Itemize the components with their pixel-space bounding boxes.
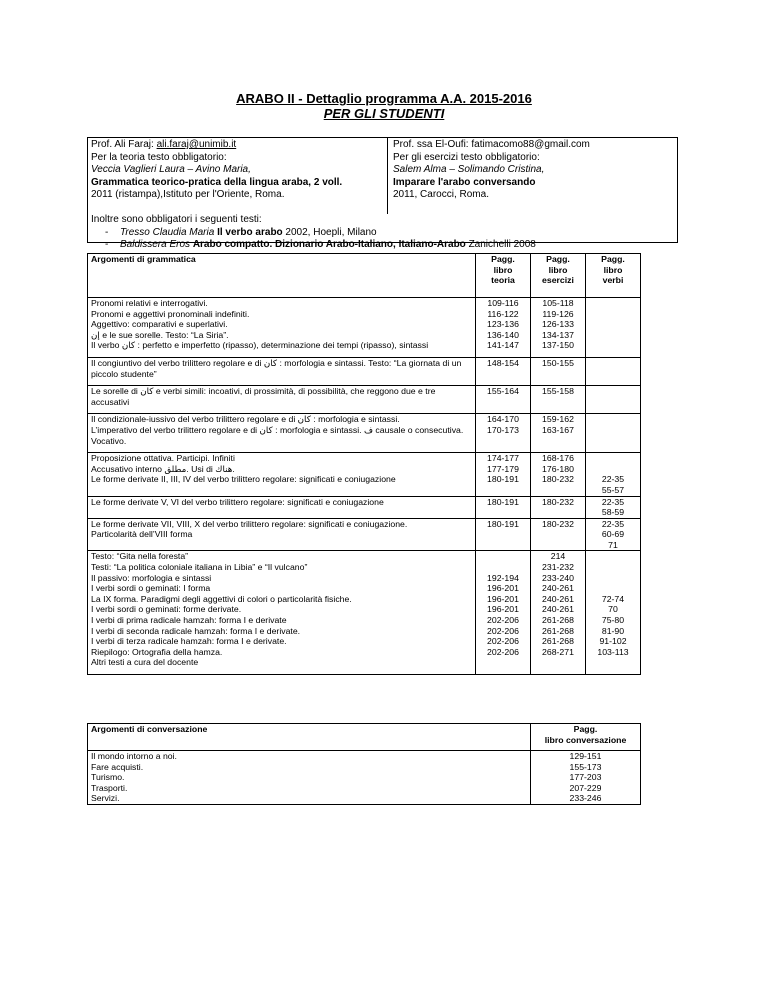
- esercizi-pages: 137-150: [542, 340, 574, 351]
- teoria-pages: 192-194: [487, 572, 519, 583]
- esercizi-pages: 240-261: [542, 593, 574, 604]
- grammar-topic: I verbi di seconda radicale hamzah: forma I e derivate.: [91, 625, 301, 636]
- grammar-header-row: [88, 254, 641, 298]
- esercizi-pages-cell: [531, 414, 586, 453]
- grammar-topic: Le sorelle di كان e verbi simili: incoativi, di prossimità, di possibilità, che reggono due e tre accusativi: [91, 386, 436, 407]
- esercizi-pages: 231-232: [542, 562, 574, 573]
- grammar-topic: Il verbo كان : perfetto e imperfetto (ripasso), determinazione dei tempi (ripasso), sintassi: [91, 340, 429, 351]
- theory-label: Per la teoria testo obbligatorio:: [91, 151, 227, 163]
- conversation-topic: Trasporti.: [91, 782, 128, 793]
- teoria-pages: 116-122: [487, 308, 519, 319]
- verbi-pages: [589, 573, 637, 584]
- verbi-pages-cell: [586, 298, 641, 358]
- grammar-topic: Testi: “La politica coloniale italiana in Libia” e “Il vulcano”: [91, 562, 308, 573]
- theory-authors: Veccia Vaglieri Laura – Avino Maria,: [91, 164, 251, 176]
- esercizi-pages: 240-261: [542, 583, 574, 594]
- grammar-row: [88, 414, 641, 453]
- conversation-pages-header: Pagg. libro conversazione: [531, 724, 641, 751]
- verbi-pages-cell: [586, 357, 641, 385]
- conversation-header-row: [88, 724, 641, 751]
- professor-right: [393, 139, 673, 202]
- grammar-topic: La IX forma. Paradigmi degli aggettivi di colori o particolarità fisiche.: [91, 593, 352, 604]
- teoria-pages-cell: [476, 453, 531, 496]
- teoria-pages-cell: [476, 496, 531, 518]
- grammar-topic: Le forme derivate II, III, IV del verbo trilittero regolare: significati e coniugazione: [91, 474, 396, 485]
- verbi-pages: 75-80: [601, 615, 625, 626]
- teoria-pages: 141-147: [487, 340, 519, 351]
- teoria-pages: 202-206: [487, 646, 519, 657]
- prof-faraj-name: Prof. Ali Faraj:: [91, 139, 157, 150]
- verbi-header: Pagg. libro verbi: [586, 254, 641, 298]
- verbi-pages-cell: [586, 496, 641, 518]
- grammar-row: [88, 518, 641, 551]
- prof-faraj-email-link[interactable]: ali.faraj@unimib.it: [156, 139, 237, 150]
- teoria-pages: 202-206: [487, 636, 519, 647]
- esercizi-pages-cell: [531, 496, 586, 518]
- esercizi-pages: 105-118: [542, 298, 574, 308]
- grammar-row: [88, 298, 641, 358]
- teoria-pages: 180-191: [487, 496, 519, 507]
- conversation-topic: Servizi.: [91, 793, 120, 804]
- conversation-page-range: 129-151: [569, 751, 602, 761]
- conversation-pages: [531, 751, 641, 805]
- verbi-pages: [589, 453, 637, 464]
- esercizi-pages-cell: [531, 298, 586, 358]
- esercizi-pages-cell: [531, 453, 586, 496]
- grammar-topic: I verbi sordi o geminati: forme derivate.: [91, 604, 242, 615]
- prof-eloufi-name: Prof. ssa El-Oufi: fatimacomo88@gmail.com: [393, 139, 590, 150]
- teoria-pages: 174-177: [487, 453, 519, 464]
- esercizi-pages: 233-240: [542, 572, 574, 583]
- esercizi-pages: 261-268: [542, 615, 574, 626]
- esercizi-pages: 180-232: [542, 518, 574, 529]
- teoria-pages-cell: [476, 518, 531, 551]
- esercizi-pages: 240-261: [542, 604, 574, 615]
- grammar-topic: Testo: “Gita nella foresta”: [91, 551, 189, 562]
- exercise-authors: Salem Alma – Solimando Cristina,: [393, 164, 545, 176]
- teoria-pages: [479, 562, 527, 573]
- esercizi-pages-cell: [531, 386, 586, 414]
- esercizi-pages: [534, 657, 582, 668]
- verbi-pages: 91-102: [599, 636, 627, 647]
- verbi-pages: 81-90: [601, 625, 625, 636]
- esercizi-pages: 155-158: [542, 386, 574, 397]
- exercise-edition: 2011, Carocci, Roma.: [393, 189, 489, 201]
- teoria-pages: 170-173: [487, 424, 519, 435]
- column-divider: [387, 138, 388, 214]
- teoria-pages: [479, 657, 527, 668]
- grammar-topic: Aggettivo: comparativi e superlativi.: [91, 319, 228, 330]
- grammar-topic-cell: [88, 518, 476, 551]
- teoria-pages: 196-201: [487, 593, 519, 604]
- conversation-topic: Il mondo intorno a noi.: [91, 751, 177, 761]
- teoria-pages-cell: [476, 414, 531, 453]
- teoria-pages: [479, 551, 527, 562]
- teoria-pages: 148-154: [487, 357, 519, 368]
- grammar-topic: إن e le sue sorelle. Testo: “La Siria”.: [91, 329, 229, 340]
- teoria-pages: 164-170: [487, 414, 519, 425]
- esercizi-pages: 180-232: [542, 474, 574, 485]
- grammar-topic-cell: [88, 551, 476, 675]
- grammar-topic: I verbi sordi o geminati: I forma: [91, 583, 211, 594]
- verbi-pages: 72-74: [601, 593, 625, 604]
- verbi-pages-cell: [586, 386, 641, 414]
- teoria-pages: 177-179: [487, 463, 519, 474]
- verbi-pages: 58-59: [601, 507, 625, 518]
- professors-box: [87, 137, 678, 251]
- teoria-pages: 109-116: [487, 298, 519, 308]
- esercizi-pages: 261-268: [542, 636, 574, 647]
- teoria-pages: 202-206: [487, 625, 519, 636]
- grammar-topic: Riepilogo: Ortografia della hamza.: [91, 646, 223, 657]
- grammar-row: [88, 386, 641, 414]
- page-title: ARABO II - Dettaglio programma A.A. 2015-2016: [236, 91, 532, 106]
- verbi-pages: 22-35: [601, 474, 625, 485]
- grammar-topic: Pronomi relativi e interrogativi.: [91, 298, 208, 308]
- verbi-pages: 55-57: [601, 484, 625, 495]
- grammar-topic-cell: [88, 496, 476, 518]
- conversation-topics: [88, 751, 531, 805]
- esercizi-pages: 180-232: [542, 496, 574, 507]
- grammar-topic: Pronomi e aggettivi pronominali indefiniti.: [91, 308, 250, 319]
- teoria-pages: 180-191: [487, 474, 519, 485]
- teoria-pages-cell: [476, 386, 531, 414]
- theory-book: Grammatica teorico-pratica della lingua araba, 2 voll.: [91, 176, 343, 188]
- teoria-pages: 123-136: [487, 319, 519, 330]
- grammar-topic-cell: [88, 357, 476, 385]
- esercizi-pages: 214: [550, 551, 566, 562]
- grammar-row: [88, 496, 641, 518]
- verbi-pages-cell: [586, 453, 641, 496]
- exercise-label: Per gli esercizi testo obbligatorio:: [393, 151, 540, 163]
- verbi-pages: [589, 464, 637, 475]
- esercizi-pages: 268-271: [542, 646, 574, 657]
- theory-edition: 2011 (ristampa),Istituto per l'Oriente, Roma.: [91, 189, 285, 201]
- verbi-pages: [589, 562, 637, 573]
- conversation-page-range: 233-246: [569, 793, 602, 804]
- teoria-pages: 196-201: [487, 604, 519, 615]
- esercizi-pages: 163-167: [542, 424, 574, 435]
- teoria-pages: 136-140: [487, 329, 519, 340]
- verbi-pages: 22-35: [601, 496, 625, 507]
- grammar-topic: Il congiuntivo del verbo trilittero regolare e di كان : morfologia e sintassi. Testo: “La giornata di un piccolo studente”: [91, 357, 462, 379]
- grammar-topic: I verbi di terza radicale hamzah: forma I e derivate.: [91, 636, 287, 647]
- additional-text-item: - Baldissera Eros Arabo compatto. Dizionario Arabo-Italiano, Italiano-Arabo Zanichelli 2008: [105, 239, 536, 251]
- additional-texts: [91, 214, 675, 252]
- verbi-pages-cell: [586, 518, 641, 551]
- esercizi-pages: 261-268: [542, 625, 574, 636]
- verbi-pages: [589, 657, 637, 668]
- conversation-page-range: 155-173: [569, 761, 602, 772]
- professor-left: [91, 139, 386, 202]
- grammar-topic: L’imperativo del verbo trilittero regolare e di كان : morfologia e sintassi. ف causale o consecutiva. Vocativo.: [91, 424, 464, 446]
- grammar-topic-cell: [88, 453, 476, 496]
- esercizi-pages: 126-133: [542, 319, 574, 330]
- esercizi-pages: 150-155: [542, 357, 574, 368]
- grammar-topic-cell: [88, 386, 476, 414]
- conversation-page-range: 177-203: [569, 772, 602, 783]
- grammar-topic: Le forme derivate VII, VIII, X del verbo trilittero regolare: significati e coniugazione.: [91, 518, 408, 529]
- teoria-pages: 155-164: [487, 386, 519, 397]
- grammar-row: [88, 453, 641, 496]
- verbi-pages: 70: [608, 604, 618, 615]
- conversation-table: [87, 723, 641, 805]
- grammar-row: [88, 357, 641, 385]
- teoria-pages-cell: [476, 298, 531, 358]
- conversation-page-range: 207-229: [569, 782, 602, 793]
- esercizi-pages-cell: [531, 551, 586, 675]
- teoria-pages: 202-206: [487, 615, 519, 626]
- esercizi-pages: 168-176: [542, 453, 574, 464]
- esercizi-pages-cell: [531, 357, 586, 385]
- esercizi-pages: 176-180: [542, 463, 574, 474]
- grammar-topic: I verbi di prima radicale hamzah: forma I e derivate: [91, 615, 287, 626]
- grammar-topic: Particolarità dell’VIII forma: [91, 529, 193, 540]
- grammar-topic: Altri testi a cura del docente: [91, 657, 199, 668]
- verbi-pages: [589, 583, 637, 594]
- teoria-pages: 180-191: [487, 518, 519, 529]
- verbi-pages: 103-113: [597, 646, 629, 657]
- esercizi-pages: 119-126: [542, 308, 574, 319]
- grammar-row: [88, 551, 641, 675]
- grammar-table: [87, 253, 641, 675]
- grammar-topic: Il passivo: morfologia e sintassi: [91, 572, 212, 583]
- verbi-pages: 22-35: [601, 518, 625, 529]
- page-subtitle: PER GLI STUDENTI: [323, 106, 445, 121]
- conversation-topic: Fare acquisti.: [91, 761, 144, 772]
- grammar-topic-header: Argomenti di grammatica: [88, 254, 476, 298]
- teoria-pages-cell: [476, 357, 531, 385]
- conversation-row: [88, 751, 641, 805]
- verbi-pages: 60-69: [601, 529, 625, 540]
- esercizi-pages: 134-137: [542, 329, 574, 340]
- esercizi-pages-cell: [531, 518, 586, 551]
- verbi-pages-cell: [586, 414, 641, 453]
- grammar-topic-cell: [88, 414, 476, 453]
- grammar-topic: Le forme derivate V, VI del verbo trilittero regolare: significati e coniugazione: [91, 496, 384, 507]
- grammar-topic: Proposizione ottativa. Participi. Infiniti: [91, 453, 235, 464]
- conversation-topic: Turismo.: [91, 772, 125, 783]
- grammar-topic-cell: [88, 298, 476, 358]
- esercizi-header: Pagg. libro esercizi: [531, 254, 586, 298]
- grammar-topic: Il condizionale-iussivo del verbo trilittero regolare e di كان : morfologia e sintassi.: [91, 414, 400, 425]
- additional-texts-intro: Inoltre sono obbligatori i seguenti testi:: [91, 214, 262, 225]
- additional-text-item: - Tresso Claudia Maria Il verbo arabo 2002, Hoepli, Milano: [105, 226, 377, 238]
- verbi-pages: [589, 551, 637, 562]
- verbi-pages: 71: [608, 539, 618, 550]
- teoria-pages-cell: [476, 551, 531, 675]
- verbi-pages-cell: [586, 551, 641, 675]
- grammar-topic: Accusativo interno مطلق. Usi di هناك.: [91, 463, 235, 474]
- teoria-pages: 196-201: [487, 583, 519, 594]
- teoria-header: Pagg. libro teoria: [476, 254, 531, 298]
- exercise-book: Imparare l'arabo conversando: [393, 176, 536, 188]
- conversation-topic-header: Argomenti di conversazione: [88, 724, 531, 751]
- esercizi-pages: 159-162: [542, 414, 574, 425]
